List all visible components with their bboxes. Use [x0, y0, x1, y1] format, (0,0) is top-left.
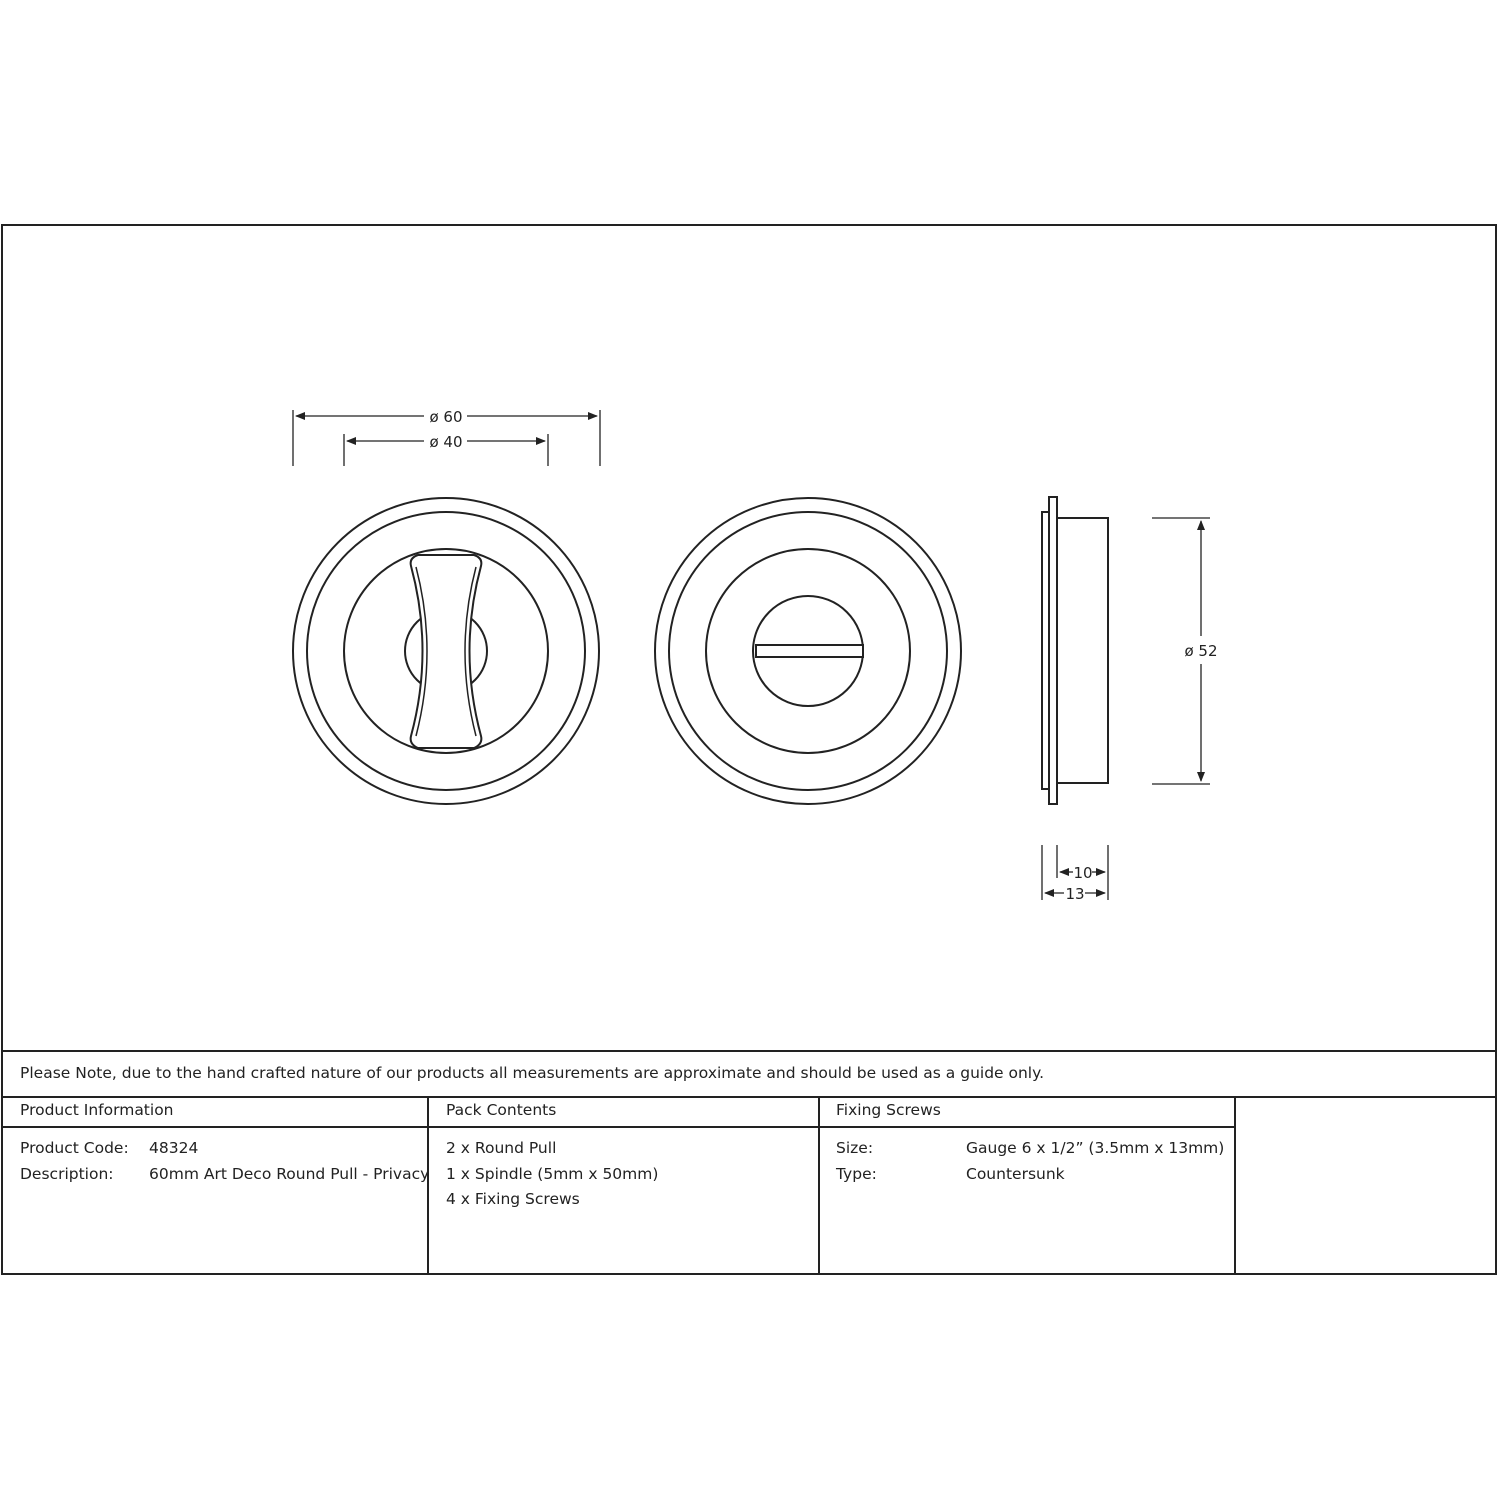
table-col-divider-1 [427, 1096, 429, 1275]
turn-knob [411, 555, 482, 748]
dim-side-diameter: ø 52 [1184, 642, 1218, 660]
dim-inner-diameter: ø 40 [429, 433, 463, 451]
pack-item: 2 x Round Pull [446, 1139, 557, 1157]
screw-size-label: Size: [836, 1139, 874, 1157]
release-slot [756, 645, 863, 657]
pack-item: 4 x Fixing Screws [446, 1190, 580, 1208]
dim-outer-diameter: ø 60 [429, 408, 463, 426]
description-label: Description: [20, 1165, 114, 1183]
screw-type-label: Type: [836, 1165, 877, 1183]
description-value: 60mm Art Deco Round Pull - Privacy [149, 1165, 430, 1183]
table-divider-top [1, 1050, 1497, 1052]
fixing-screws-header: Fixing Screws [836, 1101, 941, 1119]
front-view-release [655, 498, 961, 804]
table-col-divider-3 [1234, 1096, 1236, 1275]
screw-type-value: Countersunk [966, 1165, 1065, 1183]
pack-item: 1 x Spindle (5mm x 50mm) [446, 1165, 659, 1183]
pack-contents-header: Pack Contents [446, 1101, 557, 1119]
side-view [1042, 497, 1108, 804]
product-information-header: Product Information [20, 1101, 174, 1119]
table-divider-note [1, 1096, 1497, 1098]
table-col-divider-2 [818, 1096, 820, 1275]
product-code-label: Product Code: [20, 1139, 129, 1157]
front-view-pull [293, 498, 599, 804]
table-divider-header [1, 1126, 1235, 1128]
dim-depth-total: 13 [1065, 885, 1085, 903]
screw-size-value: Gauge 6 x 1/2” (3.5mm x 13mm) [966, 1139, 1225, 1157]
disclaimer-note: Please Note, due to the hand crafted nature of our products all measurements are approximate and should be used as a guide only. [20, 1064, 1044, 1082]
product-code-value: 48324 [149, 1139, 199, 1157]
dim-depth-body: 10 [1073, 864, 1093, 882]
